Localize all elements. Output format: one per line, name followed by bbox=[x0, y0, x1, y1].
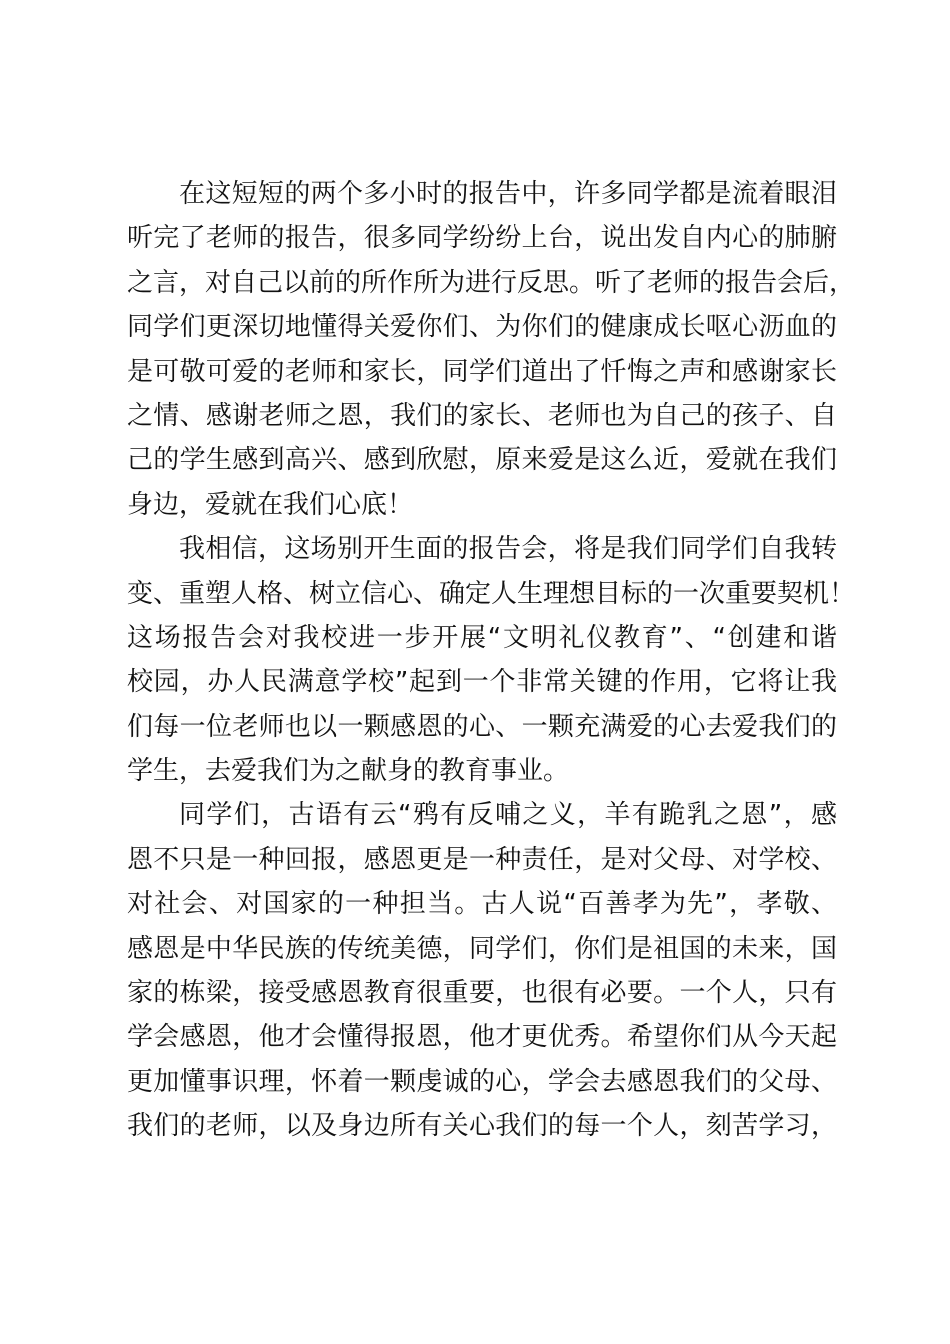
text-line: 同学们，古语有云“鸦有反哺之义，羊有跪乳之恩”，感 bbox=[179, 800, 837, 831]
text-line: 是可敬可爱的老师和家长，同学们道出了忏悔之声和感谢家长 bbox=[127, 356, 837, 387]
text-line: 之情、感谢老师之恩，我们的家长、老师也为自己的孩子、自 bbox=[127, 400, 837, 431]
text-line: 们每一位老师也以一颗感恩的心、一颗充满爱的心去爱我们的 bbox=[127, 711, 837, 742]
text-line: 学会感恩，他才会懂得报恩，他才更优秀。希望你们从今天起 bbox=[127, 1022, 837, 1053]
text-line: 这场报告会对我校进一步开展“文明礼仪教育”、“创建和谐 bbox=[127, 622, 837, 653]
text-line: 身边，爱就在我们心底！ bbox=[127, 489, 414, 520]
text-line: 对社会、对国家的一种担当。古人说“百善孝为先”，孝敬、 bbox=[127, 889, 837, 920]
body-text bbox=[127, 172, 856, 1149]
paragraph bbox=[127, 793, 837, 1148]
paragraph bbox=[127, 527, 856, 793]
text-line: 我相信，这场别开生面的报告会，将是我们同学们自我转 bbox=[179, 534, 837, 565]
text-line: 在这短短的两个多小时的报告中，许多同学都是流着眼泪 bbox=[179, 179, 837, 209]
text-line: 同学们更深切地懂得关爱你们、为你们的健康成长呕心沥血的 bbox=[127, 312, 837, 343]
text-line: 感恩是中华民族的传统美德，同学们，你们是祖国的未来，国 bbox=[127, 933, 837, 964]
text-line: 己的学生感到高兴、感到欣慰，原来爱是这么近，爱就在我们 bbox=[127, 445, 837, 476]
text-line: 变、重塑人格、树立信心、确定人生理想目标的一次重要契机！ bbox=[127, 578, 856, 609]
text-line: 校园，办人民满意学校”起到一个非常关键的作用，它将让我 bbox=[127, 667, 837, 698]
text-line: 更加懂事识理，怀着一颗虔诚的心，学会去感恩我们的父母、 bbox=[127, 1066, 837, 1097]
text-line: 之言，对自己以前的所作所为进行反思。听了老师的报告会后， bbox=[127, 267, 856, 298]
text-line: 我们的老师，以及身边所有关心我们的每一个人，刻苦学习， bbox=[127, 1111, 837, 1142]
paragraph bbox=[127, 172, 856, 527]
text-line: 听完了老师的报告，很多同学纷纷上台，说出发自内心的肺腑 bbox=[127, 223, 837, 254]
text-line: 学生，去爱我们为之献身的教育事业。 bbox=[127, 756, 570, 787]
text-line: 家的栋梁，接受感恩教育很重要，也很有必要。一个人，只有 bbox=[127, 978, 837, 1009]
text-line: 恩不只是一种回报，感恩更是一种责任，是对父母、对学校、 bbox=[127, 844, 837, 875]
